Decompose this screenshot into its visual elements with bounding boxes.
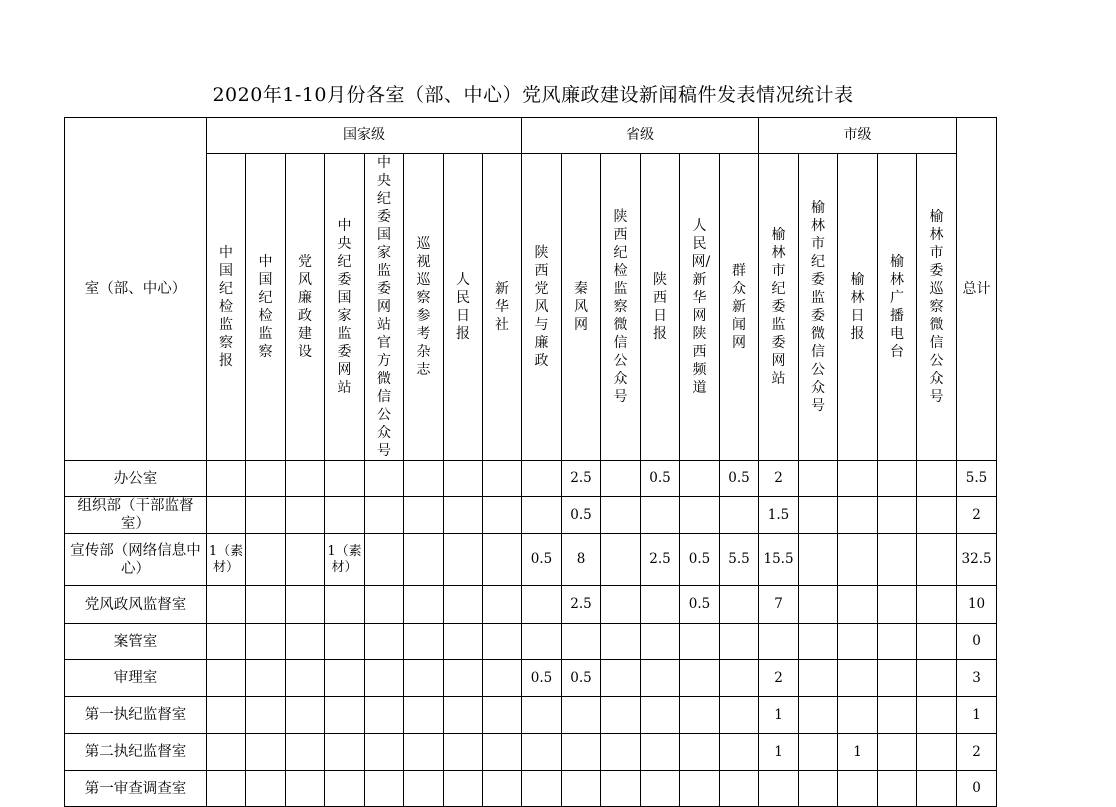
value-cell xyxy=(365,624,404,660)
value-cell xyxy=(444,497,483,534)
value-cell xyxy=(483,624,522,660)
value-cell xyxy=(720,660,759,697)
value-cell xyxy=(365,586,404,624)
value-cell xyxy=(601,771,641,807)
value-cell xyxy=(444,586,483,624)
value-cell xyxy=(207,734,246,771)
value-cell xyxy=(404,461,444,497)
value-cell xyxy=(799,771,838,807)
value-cell xyxy=(799,734,838,771)
value-cell xyxy=(522,697,562,734)
value-cell xyxy=(286,771,325,807)
value-cell xyxy=(680,660,720,697)
value-cell xyxy=(720,734,759,771)
value-cell xyxy=(641,660,680,697)
column-header-label: 秦风网 xyxy=(574,281,588,333)
column-header-label: 中国纪检监察 xyxy=(258,254,273,360)
value-cell xyxy=(838,660,878,697)
value-cell xyxy=(207,660,246,697)
value-cell xyxy=(917,660,957,697)
value-cell xyxy=(444,461,483,497)
value-cell xyxy=(246,497,286,534)
value-cell: 0.5 xyxy=(562,660,601,697)
value-cell xyxy=(601,586,641,624)
value-cell xyxy=(680,734,720,771)
value-cell xyxy=(483,697,522,734)
value-cell xyxy=(483,586,522,624)
value-cell xyxy=(680,461,720,497)
column-header xyxy=(483,154,522,461)
value-cell xyxy=(838,624,878,660)
table-row xyxy=(65,461,997,497)
value-cell xyxy=(483,497,522,534)
value-cell xyxy=(365,771,404,807)
value-cell xyxy=(286,660,325,697)
value-cell xyxy=(404,497,444,534)
value-cell xyxy=(207,497,246,534)
column-header xyxy=(286,154,325,461)
value-cell xyxy=(917,586,957,624)
value-cell: 1（素材） xyxy=(325,534,365,586)
value-cell xyxy=(799,461,838,497)
group-header: 国家级 xyxy=(207,118,522,154)
value-cell xyxy=(325,497,365,534)
value-cell xyxy=(444,697,483,734)
group-header: 省级 xyxy=(522,118,759,154)
value-cell: 0.5 xyxy=(562,497,601,534)
value-cell: 0.5 xyxy=(720,461,759,497)
column-header-label: 榆林市委巡察微信公众号 xyxy=(929,209,944,405)
value-cell xyxy=(246,461,286,497)
value-cell xyxy=(917,624,957,660)
value-cell xyxy=(404,660,444,697)
value-cell xyxy=(562,734,601,771)
value-cell xyxy=(917,771,957,807)
value-cell: 1 xyxy=(759,734,799,771)
value-cell xyxy=(286,461,325,497)
value-cell xyxy=(878,586,917,624)
total-cell: 32.5 xyxy=(957,534,997,586)
value-cell xyxy=(404,586,444,624)
value-cell: 7 xyxy=(759,586,799,624)
value-cell xyxy=(878,461,917,497)
value-cell xyxy=(562,624,601,660)
value-cell xyxy=(246,697,286,734)
table-row xyxy=(65,497,997,534)
column-header-label: 陕西日报 xyxy=(653,272,667,342)
total-cell: 10 xyxy=(957,586,997,624)
value-cell xyxy=(641,771,680,807)
value-cell xyxy=(246,771,286,807)
value-cell xyxy=(838,461,878,497)
value-cell xyxy=(878,534,917,586)
value-cell xyxy=(680,624,720,660)
value-cell xyxy=(207,461,246,497)
value-cell xyxy=(878,624,917,660)
column-header-label: 榆林日报 xyxy=(850,272,865,342)
value-cell xyxy=(522,734,562,771)
value-cell xyxy=(365,497,404,534)
value-cell xyxy=(838,534,878,586)
value-cell xyxy=(838,771,878,807)
value-cell xyxy=(325,624,365,660)
value-cell xyxy=(680,771,720,807)
value-cell xyxy=(522,497,562,534)
value-cell: 8 xyxy=(562,534,601,586)
value-cell xyxy=(641,734,680,771)
total-cell: 0 xyxy=(957,771,997,807)
table-row xyxy=(65,697,997,734)
value-cell: 2.5 xyxy=(562,461,601,497)
total-cell: 1 xyxy=(957,697,997,734)
group-header: 市级 xyxy=(759,118,957,154)
department-cell: 办公室 xyxy=(65,461,207,497)
value-cell xyxy=(878,734,917,771)
value-cell: 1（素材） xyxy=(207,534,246,586)
page-title: 2020年1-10月份各室（部、中心）党风廉政建设新闻稿件发表情况统计表 xyxy=(212,84,854,106)
value-cell xyxy=(720,624,759,660)
value-cell xyxy=(325,734,365,771)
value-cell xyxy=(365,534,404,586)
value-cell xyxy=(246,734,286,771)
column-header xyxy=(246,154,286,461)
value-cell xyxy=(601,461,641,497)
value-cell xyxy=(286,624,325,660)
value-cell xyxy=(286,534,325,586)
value-cell: 5.5 xyxy=(720,534,759,586)
column-header xyxy=(444,154,483,461)
value-cell xyxy=(917,534,957,586)
value-cell xyxy=(601,534,641,586)
value-cell xyxy=(601,497,641,534)
value-cell xyxy=(483,771,522,807)
value-cell xyxy=(562,771,601,807)
value-cell xyxy=(483,461,522,497)
column-header xyxy=(404,154,444,461)
column-header-label: 中央纪委国家监委网站官方微信公众号 xyxy=(377,155,391,459)
value-cell xyxy=(246,624,286,660)
value-cell xyxy=(522,771,562,807)
department-cell: 党风政风监督室 xyxy=(65,586,207,624)
department-cell: 审理室 xyxy=(65,660,207,697)
table-row xyxy=(65,660,997,697)
column-header xyxy=(522,154,562,461)
value-cell xyxy=(601,624,641,660)
value-cell: 2 xyxy=(759,660,799,697)
value-cell xyxy=(917,497,957,534)
value-cell xyxy=(325,461,365,497)
value-cell xyxy=(404,771,444,807)
value-cell xyxy=(838,697,878,734)
value-cell xyxy=(641,497,680,534)
department-cell: 案管室 xyxy=(65,624,207,660)
column-header-label: 陕西纪检监察微信公众号 xyxy=(613,209,628,405)
table-row xyxy=(65,586,997,624)
value-cell xyxy=(444,624,483,660)
value-cell xyxy=(404,697,444,734)
table-row xyxy=(65,534,997,586)
value-cell: 0.5 xyxy=(680,534,720,586)
column-header xyxy=(878,154,917,461)
value-cell xyxy=(799,697,838,734)
column-header xyxy=(365,154,404,461)
value-cell xyxy=(286,697,325,734)
value-cell xyxy=(325,771,365,807)
department-cell: 第一审查调查室 xyxy=(65,771,207,807)
value-cell xyxy=(404,534,444,586)
value-cell xyxy=(759,771,799,807)
value-cell xyxy=(641,697,680,734)
value-cell: 1 xyxy=(759,697,799,734)
value-cell xyxy=(325,697,365,734)
value-cell xyxy=(917,697,957,734)
value-cell: 1.5 xyxy=(759,497,799,534)
value-cell xyxy=(878,660,917,697)
column-header-label: 群众新闻网 xyxy=(732,263,747,351)
column-header-label: 榆林市纪委监委网站 xyxy=(771,227,786,387)
value-cell xyxy=(641,624,680,660)
column-header xyxy=(799,154,838,461)
value-cell xyxy=(444,534,483,586)
total-cell: 2 xyxy=(957,497,997,534)
department-cell: 第二执纪监督室 xyxy=(65,734,207,771)
column-header xyxy=(917,154,957,461)
value-cell xyxy=(522,461,562,497)
value-cell xyxy=(878,497,917,534)
total-cell: 3 xyxy=(957,660,997,697)
value-cell xyxy=(522,624,562,660)
value-cell xyxy=(444,660,483,697)
column-header xyxy=(562,154,601,461)
row-label-header: 室（部、中心） xyxy=(65,118,207,461)
value-cell xyxy=(720,497,759,534)
value-cell xyxy=(404,734,444,771)
value-cell xyxy=(365,461,404,497)
department-cell: 组织部（干部监督室） xyxy=(65,497,207,534)
column-header-label: 中国纪检监察报 xyxy=(219,245,233,369)
value-cell: 1 xyxy=(838,734,878,771)
value-cell xyxy=(601,697,641,734)
value-cell: 0.5 xyxy=(522,534,562,586)
value-cell xyxy=(444,771,483,807)
value-cell xyxy=(246,586,286,624)
value-cell xyxy=(838,586,878,624)
value-cell xyxy=(522,586,562,624)
value-cell: 2.5 xyxy=(562,586,601,624)
value-cell xyxy=(878,771,917,807)
value-cell xyxy=(799,586,838,624)
value-cell: 15.5 xyxy=(759,534,799,586)
value-cell xyxy=(799,624,838,660)
value-cell xyxy=(325,660,365,697)
column-header xyxy=(207,154,246,461)
value-cell xyxy=(759,624,799,660)
value-cell xyxy=(286,497,325,534)
value-cell xyxy=(246,660,286,697)
value-cell xyxy=(207,697,246,734)
value-cell xyxy=(207,624,246,660)
value-cell xyxy=(878,697,917,734)
total-header: 总计 xyxy=(957,118,997,461)
value-cell: 0.5 xyxy=(680,586,720,624)
department-cell: 第一执纪监督室 xyxy=(65,697,207,734)
value-cell xyxy=(720,586,759,624)
column-header-label: 榆林广播电台 xyxy=(890,254,905,360)
value-cell xyxy=(444,734,483,771)
value-cell xyxy=(207,586,246,624)
column-header xyxy=(325,154,365,461)
column-header-label: 人民网/新华网陕西频道 xyxy=(691,218,711,396)
value-cell xyxy=(641,586,680,624)
value-cell xyxy=(838,497,878,534)
value-cell xyxy=(799,534,838,586)
column-header-label: 新华社 xyxy=(495,281,509,333)
value-cell xyxy=(799,660,838,697)
value-cell xyxy=(917,734,957,771)
column-header-label: 人民日报 xyxy=(456,272,470,342)
table-row xyxy=(65,771,997,807)
value-cell xyxy=(720,771,759,807)
column-header xyxy=(720,154,759,461)
value-cell xyxy=(720,697,759,734)
value-cell: 0.5 xyxy=(522,660,562,697)
column-header xyxy=(838,154,878,461)
table-row xyxy=(65,624,997,660)
value-cell: 2.5 xyxy=(641,534,680,586)
value-cell xyxy=(483,534,522,586)
value-cell xyxy=(483,660,522,697)
total-cell: 5.5 xyxy=(957,461,997,497)
value-cell xyxy=(601,734,641,771)
value-cell xyxy=(917,461,957,497)
value-cell xyxy=(246,534,286,586)
value-cell xyxy=(680,697,720,734)
column-header-label: 中央纪委国家监委网站 xyxy=(337,218,352,396)
total-cell: 2 xyxy=(957,734,997,771)
value-cell xyxy=(365,734,404,771)
column-header-label: 陕西党风与廉政 xyxy=(534,245,549,369)
value-cell xyxy=(365,697,404,734)
total-cell: 0 xyxy=(957,624,997,660)
value-cell xyxy=(286,734,325,771)
value-cell xyxy=(483,734,522,771)
value-cell xyxy=(562,697,601,734)
column-header-label: 榆林市纪委监委微信公众号 xyxy=(811,200,826,414)
table-row xyxy=(65,734,997,771)
value-cell xyxy=(365,660,404,697)
header-group-row xyxy=(65,118,997,154)
column-header xyxy=(680,154,720,461)
value-cell: 0.5 xyxy=(641,461,680,497)
value-cell xyxy=(601,660,641,697)
department-cell: 宣传部（网络信息中心） xyxy=(65,534,207,586)
column-header-label: 巡视巡察参考杂志 xyxy=(416,236,431,378)
value-cell xyxy=(207,771,246,807)
column-header xyxy=(601,154,641,461)
value-cell xyxy=(325,586,365,624)
value-cell xyxy=(404,624,444,660)
column-header xyxy=(759,154,799,461)
column-header xyxy=(641,154,680,461)
value-cell xyxy=(799,497,838,534)
value-cell: 2 xyxy=(759,461,799,497)
value-cell xyxy=(286,586,325,624)
value-cell xyxy=(680,497,720,534)
statistics-table xyxy=(64,117,997,807)
column-header-label: 党风廉政建设 xyxy=(298,254,312,360)
